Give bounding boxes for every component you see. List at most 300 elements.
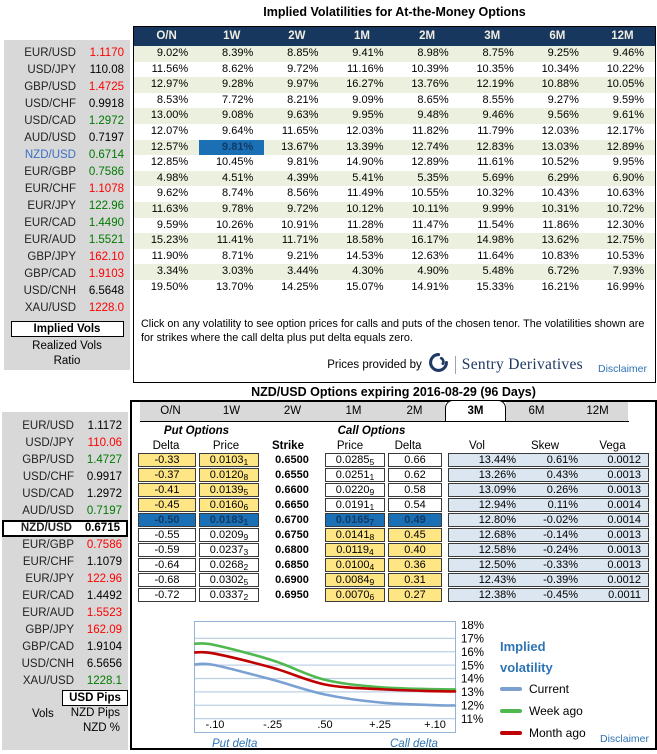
vol-cell[interactable]: 9.78%: [222, 202, 254, 215]
vol-cell[interactable]: 11.63%: [151, 202, 189, 215]
vol-row: [134, 46, 655, 62]
vol-cell[interactable]: 11.56%: [151, 62, 189, 75]
vol-cell[interactable]: 13.00%: [150, 109, 189, 122]
vol-cell[interactable]: 11.71%: [281, 234, 319, 247]
vol-cell[interactable]: 12.89%: [411, 156, 449, 169]
vol-cell[interactable]: 10.43%: [541, 187, 579, 200]
skew-cell: -0.14%: [543, 528, 578, 541]
pair-label: AUD/USD: [22, 505, 74, 517]
vol-cell[interactable]: 10.26%: [215, 218, 254, 231]
vol-cell[interactable]: 11.41%: [216, 234, 254, 247]
vol-cell[interactable]: 7.93%: [612, 265, 644, 278]
vol-cell[interactable]: 10.52%: [541, 156, 579, 169]
sidebar-pair-row[interactable]: [4, 113, 130, 130]
vol-cell[interactable]: 12.17%: [606, 124, 644, 137]
vol-cell[interactable]: 9.64%: [222, 124, 254, 137]
vol-cell[interactable]: 9.41%: [352, 47, 384, 59]
strike-cell: 0.6850: [275, 558, 309, 571]
sidebar-pair-row[interactable]: [4, 79, 130, 96]
tenor-tab-1M[interactable]: 1M: [323, 402, 384, 421]
call-delta-axis-label: Call delta: [390, 738, 438, 750]
sidebar-pair-row[interactable]: [4, 45, 130, 62]
vol-cell[interactable]: 12.03%: [346, 124, 384, 137]
sidebar-pair-row[interactable]: [2, 452, 128, 469]
vol-cell[interactable]: 9.62%: [156, 187, 189, 200]
vol-cell[interactable]: 9.61%: [612, 109, 644, 122]
vol-cell[interactable]: 10.45%: [215, 156, 254, 169]
vol-cell[interactable]: 12.83%: [476, 140, 514, 153]
vol-cell[interactable]: 8.62%: [222, 62, 254, 75]
y-tick-label: 18%: [461, 621, 485, 633]
vol-cell[interactable]: 11.61%: [477, 156, 514, 169]
vol-cell[interactable]: 8.75%: [482, 47, 514, 59]
sidebar-pair-row[interactable]: [4, 164, 130, 181]
sidebar-pair-row[interactable]: [2, 639, 128, 656]
vol-cell[interactable]: 10.53%: [606, 249, 644, 262]
bottom-currency-sidebar: [2, 412, 128, 750]
vol-grid: [134, 46, 655, 296]
legend-swatch-icon: [500, 709, 522, 713]
pair-label: GBP/JPY: [27, 251, 76, 263]
vol-cell[interactable]: 18.58%: [346, 234, 384, 247]
put-price-main: 0.0268: [209, 558, 244, 571]
vol-cell[interactable]: 9.09%: [352, 93, 384, 106]
vol-cell[interactable]: 8.85%: [287, 47, 319, 59]
vol-cell[interactable]: 15.07%: [346, 280, 384, 293]
vol-cell[interactable]: 13.62%: [541, 234, 579, 247]
put-price-main: 0.0209: [209, 528, 244, 541]
vol-row: [134, 171, 655, 187]
vol-skew-vega-band: [448, 588, 649, 602]
vol-cell[interactable]: 8.53%: [156, 93, 189, 106]
disclaimer-link-bottom[interactable]: Disclaimer: [599, 733, 649, 745]
call-price-main: 0.0285: [335, 453, 370, 466]
y-tick-label: 14%: [461, 673, 485, 686]
pair-rate: 1.5521: [88, 234, 124, 246]
vol-cell[interactable]: 8.21%: [287, 93, 319, 106]
vega-cell: 0.0013: [607, 468, 641, 481]
vol-cell[interactable]: 7.72%: [222, 93, 254, 106]
tenor-header-1W[interactable]: 1W: [223, 30, 241, 42]
vol-cell[interactable]: 13.70%: [215, 280, 254, 293]
vol-cell[interactable]: 10.35%: [476, 62, 514, 75]
put-price-main: 0.0183: [209, 513, 244, 526]
vol-cell: 12.94%: [478, 498, 516, 511]
legend-title: Implied volatility: [500, 639, 553, 675]
strike-cell: 0.6600: [275, 483, 309, 496]
vol-skew-vega-band: [448, 543, 649, 557]
vol-cell[interactable]: 14.90%: [346, 156, 384, 169]
unit-tab-nzd-pct[interactable]: NZD %: [82, 722, 120, 734]
vol-cell[interactable]: 11.82%: [412, 124, 449, 137]
vol-cell[interactable]: 9.28%: [222, 78, 254, 91]
legend-item-month-ago: [500, 722, 586, 744]
vol-cell[interactable]: 9.95%: [612, 156, 644, 169]
vol-cell[interactable]: 10.55%: [411, 187, 449, 200]
pair-label: EUR/JPY: [25, 573, 74, 585]
vol-cell[interactable]: 9.97%: [287, 78, 319, 91]
vol-cell[interactable]: 11.49%: [347, 187, 384, 200]
vol-cell[interactable]: 10.32%: [476, 187, 514, 200]
sidebar-pair-row[interactable]: [4, 96, 130, 113]
vol-row: [134, 108, 655, 124]
vol-cell[interactable]: 14.91%: [411, 280, 449, 293]
tenor-tabstrip: [140, 402, 629, 422]
vol-cell[interactable]: 9.21%: [287, 249, 319, 262]
vol-cell[interactable]: 3.03%: [222, 265, 254, 278]
strike-cell: 0.6700: [275, 513, 309, 526]
sidebar-pair-row[interactable]: [2, 622, 128, 639]
strike-cell: 0.6950: [275, 588, 309, 601]
vol-cell[interactable]: 10.88%: [541, 78, 579, 91]
vol-skew-vega-band: [448, 468, 649, 482]
vol-cell[interactable]: 12.75%: [606, 234, 644, 247]
tenor-tab-6M[interactable]: 6M: [506, 402, 567, 421]
vol-cell: 12.68%: [478, 528, 516, 541]
vol-cell[interactable]: 8.65%: [417, 93, 449, 106]
vol-cell[interactable]: 11.65%: [281, 124, 319, 137]
vol-cell[interactable]: 9.25%: [547, 47, 579, 59]
col-header-skew: Skew: [530, 439, 560, 452]
pair-rate: 6.5648: [88, 285, 124, 297]
call-options-header: Call Options: [337, 424, 406, 437]
vol-cell[interactable]: 10.39%: [411, 62, 449, 75]
vol-cell[interactable]: 13.39%: [346, 140, 384, 153]
pair-rate: 0.9918: [88, 98, 124, 110]
vol-cell[interactable]: 9.81%: [287, 156, 319, 169]
vol-cell[interactable]: 11.16%: [347, 62, 384, 75]
view-tab-ratio[interactable]: Ratio: [53, 355, 81, 367]
tenor-tab-12M[interactable]: 12M: [567, 402, 628, 421]
call-price-cell: [325, 543, 385, 557]
vol-cell[interactable]: 12.57%: [150, 140, 189, 153]
vol-cell[interactable]: 8.74%: [222, 187, 254, 200]
pair-rate: 0.7197: [86, 505, 122, 517]
vol-cell[interactable]: 16.99%: [606, 280, 644, 293]
vol-band-box: [448, 528, 649, 542]
sidebar-pair-row[interactable]: [2, 486, 128, 503]
vol-band-box: [448, 498, 649, 512]
call-delta-cell: 0.36: [388, 558, 442, 572]
vol-cell[interactable]: 13.03%: [541, 140, 579, 153]
sidebar-pair-row[interactable]: [4, 266, 130, 283]
disclaimer-link-top[interactable]: Disclaimer: [597, 363, 647, 375]
strike-cell: 0.6900: [275, 573, 309, 586]
vol-cell[interactable]: 9.99%: [482, 202, 514, 215]
vol-cell[interactable]: 5.41%: [352, 171, 384, 184]
vol-cell[interactable]: 11.47%: [412, 218, 449, 231]
pair-label: NZD/USD: [20, 522, 72, 534]
sidebar-pair-row[interactable]: [2, 520, 128, 537]
col-header-delta: Delta: [152, 439, 180, 452]
vol-cell[interactable]: 11.28%: [347, 218, 384, 231]
vol-cell[interactable]: 9.27%: [547, 93, 579, 106]
vol-cell[interactable]: 9.59%: [156, 218, 189, 231]
pair-rate: 110.08: [89, 64, 124, 76]
option-row: [132, 588, 655, 602]
pair-rate: 110.06: [87, 437, 122, 449]
pair-rate: 162.09: [86, 624, 122, 636]
sidebar-pair-row[interactable]: [2, 554, 128, 571]
pair-rate: 6.5656: [86, 658, 122, 670]
put-price-main: 0.0237: [209, 543, 244, 556]
vol-cell[interactable]: 9.08%: [222, 109, 254, 122]
vol-cell[interactable]: 9.48%: [417, 109, 449, 122]
pair-rate: 0.6715: [84, 522, 120, 534]
vol-cell[interactable]: 4.90%: [417, 265, 449, 278]
x-tick-label: +.10: [424, 719, 446, 731]
option-row: [132, 483, 655, 497]
vol-cell[interactable]: 14.53%: [346, 249, 384, 262]
call-price-cell: [325, 468, 385, 482]
view-tab-realized-vols[interactable]: Realized Vols: [32, 340, 102, 352]
call-price-cell: [325, 528, 385, 542]
vol-cell[interactable]: 6.90%: [612, 171, 644, 184]
vol-cell[interactable]: 11.90%: [151, 249, 189, 262]
put-delta-cell: -0.72: [138, 588, 196, 602]
vol-cell[interactable]: 15.23%: [150, 234, 189, 247]
vol-cell[interactable]: 6.29%: [547, 171, 579, 184]
vol-cell[interactable]: 16.27%: [346, 78, 384, 91]
tenor-tab-3M[interactable]: 3M: [445, 400, 506, 421]
pair-label: USD/CHF: [24, 98, 76, 110]
vol-cell[interactable]: 15.33%: [476, 280, 514, 293]
vol-cell[interactable]: 8.71%: [222, 249, 254, 262]
sidebar-pair-row[interactable]: [2, 673, 128, 690]
pair-label: EUR/CAD: [24, 217, 76, 229]
tenor-header-6M[interactable]: 6M: [549, 30, 566, 42]
vol-cell[interactable]: 5.48%: [482, 265, 514, 278]
tenor-header-3M[interactable]: 3M: [484, 30, 501, 42]
vols-tab-line: [2, 706, 128, 721]
vol-cell[interactable]: 3.34%: [156, 265, 189, 278]
vol-cell[interactable]: 19.50%: [150, 280, 189, 293]
option-row: [132, 498, 655, 512]
sidebar-pair-row[interactable]: [4, 181, 130, 198]
vol-cell: 13.09%: [478, 483, 516, 496]
tenor-header-1M[interactable]: 1M: [353, 30, 370, 42]
sidebar-pair-row[interactable]: [4, 62, 130, 79]
x-tick-label: +.25: [369, 719, 391, 731]
vol-cell[interactable]: 8.39%: [222, 47, 254, 59]
x-tick-label: -.10: [205, 719, 225, 731]
put-price-main: 0.0160: [209, 498, 244, 511]
vol-cell[interactable]: 9.72%: [287, 202, 319, 215]
vol-cell[interactable]: 12.63%: [411, 249, 449, 262]
vol-cell[interactable]: 14.25%: [281, 280, 319, 293]
vol-cell[interactable]: 10.22%: [606, 62, 644, 75]
pair-rate: 1.9104: [86, 641, 122, 653]
skew-cell: -0.24%: [543, 543, 578, 556]
vol-row: [134, 249, 655, 265]
y-tick-label: 15%: [461, 660, 485, 673]
put-price-cell: [199, 543, 259, 557]
vol-cell[interactable]: 8.98%: [417, 47, 449, 59]
vol-row: [134, 140, 655, 156]
sidebar-pair-row[interactable]: [2, 503, 128, 520]
sidebar-pair-row[interactable]: [4, 283, 130, 300]
col-header-vol: Vol: [469, 439, 485, 452]
unit-tab-nzd-pips[interactable]: NZD Pips: [70, 707, 120, 719]
vol-cell[interactable]: 5.69%: [482, 171, 514, 184]
tenor-header-2M[interactable]: 2M: [419, 30, 436, 42]
vol-cell[interactable]: 9.95%: [352, 109, 384, 122]
pair-rate: 1.5523: [86, 607, 122, 619]
vol-cell[interactable]: 4.51%: [222, 171, 254, 184]
call-price-pip: 4: [369, 561, 375, 572]
vol-cell[interactable]: 12.85%: [150, 156, 189, 169]
sidebar-pair-row[interactable]: [2, 605, 128, 622]
vol-cell[interactable]: 10.63%: [606, 187, 644, 200]
option-row: [132, 513, 655, 527]
tenor-header-ON[interactable]: O/N: [156, 30, 177, 42]
legend-item-week-ago: [500, 700, 586, 722]
vol-cell[interactable]: 9.72%: [287, 62, 319, 75]
vol-cell[interactable]: 10.34%: [541, 62, 579, 75]
tenor-tab-1W[interactable]: 1W: [201, 402, 262, 421]
call-delta-cell: 0.40: [388, 543, 442, 557]
put-price-pip: 5: [243, 576, 249, 587]
y-tick-label: 13%: [461, 687, 485, 700]
vega-cell: 0.0013: [607, 543, 641, 556]
vol-cell[interactable]: 11.86%: [542, 218, 579, 231]
vol-cell[interactable]: 10.83%: [541, 249, 579, 262]
vol-row: [134, 264, 655, 280]
put-delta-cell: -0.68: [138, 573, 196, 587]
vol-cell[interactable]: 14.98%: [476, 234, 514, 247]
put-price-main: 0.0302: [209, 573, 244, 586]
pair-rate: 1.1078: [88, 183, 124, 195]
vol-cell[interactable]: 9.02%: [156, 47, 189, 59]
pair-label: USD/CAD: [24, 115, 76, 127]
pair-label: USD/CHF: [22, 471, 74, 483]
sidebar-pair-row[interactable]: [2, 656, 128, 673]
col-header-strike: Strike: [272, 439, 304, 452]
vol-cell[interactable]: 10.72%: [606, 202, 644, 215]
vega-cell: 0.0013: [607, 483, 641, 496]
vol-cell[interactable]: 12.30%: [606, 218, 644, 231]
call-price-cell: [325, 453, 385, 467]
tenor-tab-ON[interactable]: O/N: [140, 402, 201, 421]
put-price-pip: 3: [243, 546, 249, 557]
vol-cell[interactable]: 12.03%: [541, 124, 579, 137]
vega-cell: 0.0014: [607, 498, 641, 511]
vol-cell[interactable]: 9.46%: [612, 47, 644, 59]
vol-cell[interactable]: 12.07%: [150, 124, 189, 137]
vol-cell-selected[interactable]: 9.81%: [199, 140, 264, 156]
vol-cell[interactable]: 6.72%: [547, 265, 579, 278]
put-delta-cell: -0.45: [138, 498, 196, 512]
vol-cell[interactable]: 9.46%: [482, 109, 514, 122]
vol-cell[interactable]: 13.76%: [411, 78, 449, 91]
vol-cell[interactable]: 10.91%: [281, 218, 319, 231]
tenor-tab-2W[interactable]: 2W: [262, 402, 323, 421]
put-delta-cell: -0.59: [138, 543, 196, 557]
sidebar-pair-row[interactable]: [2, 435, 128, 452]
vol-cell[interactable]: 13.67%: [281, 140, 319, 153]
put-price-cell: [199, 453, 259, 467]
vol-skew-vega-band: [448, 558, 649, 572]
pair-label: USD/CNH: [21, 658, 74, 670]
sidebar-pair-row[interactable]: [4, 232, 130, 249]
option-group-headers: [132, 423, 655, 438]
vol-cell[interactable]: 16.21%: [541, 280, 579, 293]
vol-cell[interactable]: 16.17%: [411, 234, 449, 247]
vol-band-box: [448, 558, 649, 572]
option-row: [132, 453, 655, 467]
sidebar-pair-row[interactable]: [4, 249, 130, 266]
tenor-tab-2M[interactable]: 2M: [384, 402, 445, 421]
col-header-price: Price: [336, 439, 364, 452]
y-tick-label: 11%: [461, 713, 484, 726]
vol-cell[interactable]: 8.56%: [287, 187, 319, 200]
unit-tab-usd-pips[interactable]: USD Pips: [62, 690, 128, 706]
strike-cell: 0.6550: [275, 468, 309, 481]
vol-cell[interactable]: 4.30%: [352, 265, 384, 278]
chart-legend: [500, 636, 586, 744]
vol-cell[interactable]: 11.54%: [477, 218, 514, 231]
vol-row: [134, 218, 655, 234]
vol-cell[interactable]: 9.59%: [612, 93, 644, 106]
vol-cell[interactable]: 12.74%: [411, 140, 449, 153]
legend-item-current: [500, 678, 586, 700]
y-tick-label: 16%: [461, 646, 485, 659]
sentry-logo-icon: [428, 352, 449, 378]
vol-cell[interactable]: 4.98%: [156, 171, 189, 184]
call-price-pip: 7: [369, 516, 375, 527]
sidebar-pair-row[interactable]: [4, 215, 130, 232]
vol-cell[interactable]: 10.11%: [412, 202, 449, 215]
vol-cell[interactable]: 10.05%: [606, 78, 644, 91]
vol-cell[interactable]: 12.89%: [606, 140, 644, 153]
vol-cell[interactable]: 12.97%: [150, 78, 189, 91]
option-row: [132, 543, 655, 557]
pair-rate: 1228.1: [86, 675, 122, 687]
vol-cell[interactable]: 8.55%: [482, 93, 514, 106]
put-price-main: 0.0103: [209, 453, 244, 466]
sidebar-pair-row[interactable]: [2, 418, 128, 435]
vol-cell[interactable]: 3.44%: [287, 265, 319, 278]
put-delta-cell: -0.50: [138, 513, 196, 527]
vol-cell[interactable]: 10.12%: [346, 202, 384, 215]
sidebar-pair-row[interactable]: [4, 130, 130, 147]
vol-cell: 12.58%: [478, 543, 516, 556]
call-price-pip: 8: [369, 531, 375, 542]
vol-cell[interactable]: 5.35%: [417, 171, 449, 184]
tenor-header-2W[interactable]: 2W: [288, 30, 306, 42]
sidebar-pair-row[interactable]: [2, 571, 128, 588]
sidebar-pair-row[interactable]: [2, 537, 128, 554]
view-tab-implied-vols[interactable]: Implied Vols: [11, 321, 124, 337]
vol-cell[interactable]: 4.39%: [287, 171, 319, 184]
pair-label: EUR/USD: [22, 420, 74, 432]
tenor-header-12M[interactable]: 12M: [611, 30, 634, 42]
vol-cell[interactable]: 11.64%: [477, 249, 514, 262]
vol-cell[interactable]: 12.19%: [476, 78, 514, 91]
legend-swatch-icon: [500, 731, 522, 735]
sidebar-pair-row[interactable]: [4, 300, 130, 317]
sidebar-pair-row[interactable]: [2, 588, 128, 605]
vol-cell[interactable]: 9.56%: [547, 109, 579, 122]
vol-cell[interactable]: 10.31%: [541, 202, 579, 215]
vol-cell: 12.50%: [478, 558, 516, 571]
vol-cell[interactable]: 9.63%: [287, 109, 319, 122]
sidebar-pair-row[interactable]: [4, 198, 130, 215]
sidebar-pair-row[interactable]: [2, 469, 128, 486]
sidebar-pair-row[interactable]: [4, 147, 130, 164]
call-price-cell: [325, 558, 385, 572]
vol-cell[interactable]: 11.79%: [477, 124, 514, 137]
